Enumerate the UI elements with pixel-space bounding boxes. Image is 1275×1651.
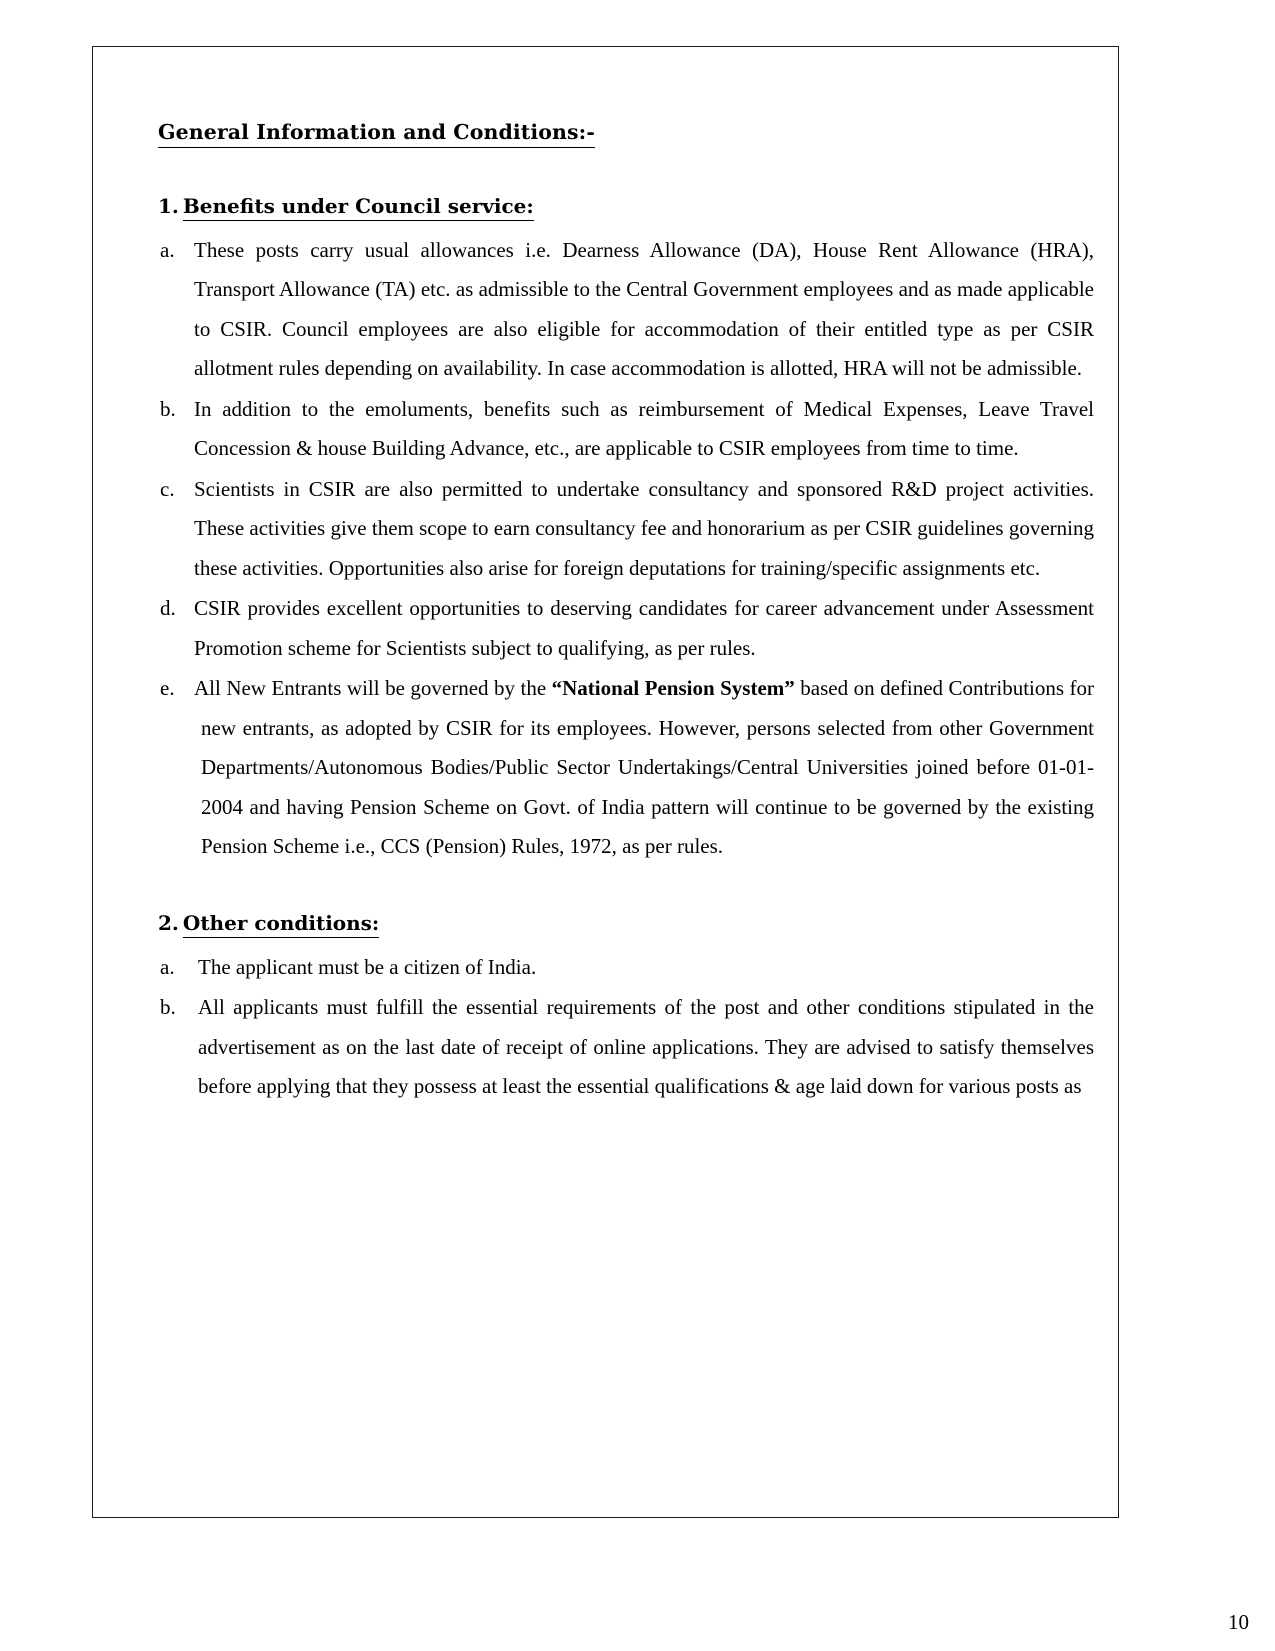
section-1-number: 1.: [158, 193, 179, 218]
list-item-marker: a.: [160, 237, 175, 262]
section-1-heading: [158, 194, 1094, 221]
list-item: [158, 470, 1094, 589]
list-item-text-after-emphasis: based on defined Contributions for new entrants, as adopted by CSIR for its employees. However, persons selected from other Government Departments/Autonomous Bodies/Public Sector Undertakings/Central Universities joined before 01-01-2004 and having Pension Scheme on Govt. of India pattern will continue to be governed by the existing Pension Scheme i.e., CCS (Pension) Rules, 1972, as per rules.: [201, 676, 1095, 859]
list-item-text: [194, 669, 1094, 867]
list-item-text-before-emphasis: All New Entrants will be governed by the: [194, 676, 552, 701]
list-item-text: All applicants must fulfill the essential requirements of the post and other conditions stipulated in the advertisement as on the last date of receipt of online applications. They are advised to satisfy themselves before applying that they possess at least the essential qualifications & age laid down for various posts as: [198, 995, 1094, 1099]
list-item-marker: e.: [160, 676, 175, 701]
list-item: [158, 948, 1094, 988]
list-item-marker: d.: [160, 596, 176, 621]
list-item-text: In addition to the emoluments, benefits such as reimbursement of Medical Expenses, Leave Travel Concession & house Building Advance, etc., are applicable to CSIR employees from time to time.: [194, 396, 1094, 461]
section-1-title: Benefits under Council service:: [183, 194, 534, 221]
section-2-number: 2.: [158, 910, 179, 935]
list-item: [158, 669, 1094, 867]
document-content: [158, 120, 1094, 1108]
list-item: [158, 589, 1094, 668]
list-item-text: CSIR provides excellent opportunities to deserving candidates for career advancement under Assessment Promotion scheme for Scientists subject to qualifying, as per rules.: [194, 596, 1094, 660]
national-pension-system-emphasis: “National Pension System”: [551, 676, 795, 701]
section-2-title: Other conditions:: [183, 911, 379, 938]
list-item-text: These posts carry usual allowances i.e. Dearness Allowance (DA), House Rent Allowance (HRA), Transport Allowance (TA) etc. as admissible to the Central Government employees and as made applicable to CSIR. Council employees are also eligible for accommodation of their entitled type as per CSIR allotment rules depending on availability. In case accommodation is allotted, HRA will not be admissible.: [194, 237, 1094, 381]
list-item-marker: c.: [160, 476, 175, 501]
list-item-marker: b.: [160, 995, 176, 1020]
section-2-heading: [158, 911, 1094, 938]
list-item-marker: a.: [160, 954, 175, 979]
list-item-text: Scientists in CSIR are also permitted to undertake consultancy and sponsored R&D project activities. These activities give them scope to earn consultancy fee and honorarium as per CSIR guidelines governing these activities. Opportunities also arise for foreign deputations for training/specific assignments etc.: [194, 476, 1094, 580]
page-number: 10: [1228, 1610, 1249, 1634]
list-item: [158, 988, 1094, 1107]
list-item-text: The applicant must be a citizen of India.: [198, 954, 537, 979]
list-item: [158, 231, 1094, 389]
list-item-marker: b.: [160, 396, 176, 421]
document-title-row: [158, 120, 1094, 148]
page-title: General Information and Conditions:-: [158, 120, 595, 148]
list-item: [158, 390, 1094, 469]
